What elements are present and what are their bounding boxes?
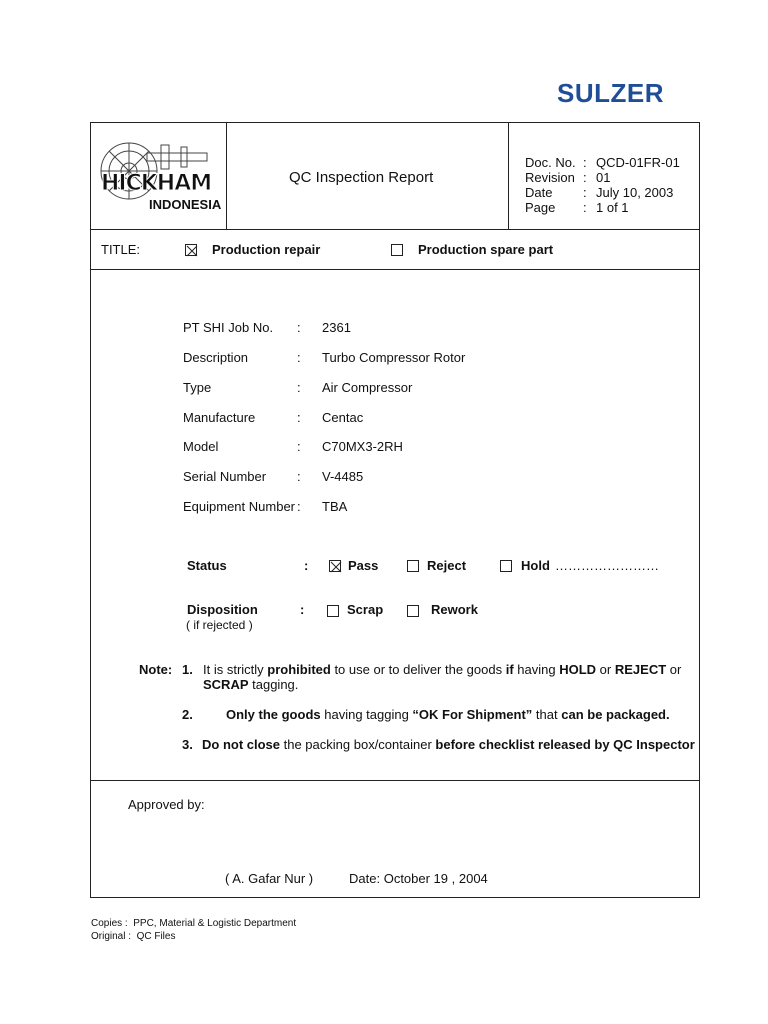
page-label: Page (525, 200, 556, 215)
description-value: Turbo Compressor Rotor (322, 350, 466, 365)
disposition-rework-label: Rework (431, 602, 478, 617)
note-2-text: Only the goods having tagging “OK For Shipment” that can be packaged. (226, 707, 670, 722)
job-no-value: 2361 (322, 320, 351, 335)
separator: : (583, 185, 587, 200)
note-3-text: Do not close the packing box/container before checklist released by QC Inspector (202, 737, 695, 752)
approved-by-label: Approved by: (128, 797, 205, 812)
production-spare-part-checkbox[interactable] (391, 244, 403, 256)
approval-date: Date: October 19 , 2004 (349, 871, 488, 886)
hickham-indonesia-logo (99, 131, 222, 219)
status-hold-label: Hold (521, 558, 550, 573)
note-3-number: 3. (182, 737, 193, 752)
note-2-number: 2. (182, 707, 193, 722)
doc-info-values (596, 155, 680, 215)
production-repair-label: Production repair (212, 242, 321, 257)
logo-text-hickham: HICKHAM (101, 171, 212, 196)
manufacture-value: Centac (322, 410, 364, 425)
page-title: QC Inspection Report (289, 169, 434, 186)
job-no-label: PT SHI Job No. (183, 320, 274, 335)
disposition-rework-checkbox[interactable] (407, 605, 419, 617)
doc-no-label: Doc. No. (525, 155, 576, 170)
separator: : (583, 155, 587, 170)
separator: : (297, 410, 301, 425)
copies-line: Copies : PPC, Material & Logistic Department (91, 918, 297, 929)
divider (226, 123, 227, 229)
doc-info-labels (525, 155, 576, 215)
separator: : (297, 469, 301, 484)
divider (91, 269, 699, 270)
equipment-number-value: TBA (322, 499, 348, 514)
separator: : (583, 170, 587, 185)
serial-number-value: V-4485 (322, 469, 364, 484)
model-value: C70MX3-2RH (322, 439, 403, 454)
separator: : (583, 200, 587, 215)
form-frame (90, 122, 700, 898)
status-reject-checkbox[interactable] (407, 560, 419, 572)
type-label: Type (183, 380, 212, 395)
approver-name: ( A. Gafar Nur ) (225, 871, 314, 886)
serial-number-label: Serial Number (183, 469, 267, 484)
status-pass-checkbox[interactable] (329, 560, 341, 572)
separator: : (297, 380, 301, 395)
check-x-icon (330, 561, 342, 573)
status-pass-label: Pass (348, 558, 379, 573)
separator: : (297, 439, 301, 454)
date-value: July 10, 2003 (596, 185, 674, 200)
separator: : (300, 602, 305, 617)
production-spare-part-label: Production spare part (418, 242, 554, 257)
separator: : (297, 350, 301, 365)
divider (91, 229, 699, 230)
disposition-sublabel: ( if rejected ) (186, 618, 253, 632)
model-label: Model (183, 439, 219, 454)
doc-info-seps (583, 155, 587, 215)
separator: : (297, 320, 301, 335)
disposition-label: Disposition (187, 602, 258, 617)
logo-text-indonesia: INDONESIA (149, 197, 222, 212)
sulzer-brand-logo: SULZER (557, 78, 664, 108)
equipment-number-label: Equipment Number (183, 499, 295, 514)
production-repair-checkbox[interactable] (185, 244, 197, 256)
status-hold-checkbox[interactable] (500, 560, 512, 572)
disposition-scrap-label: Scrap (347, 602, 384, 617)
description-label: Description (183, 350, 249, 365)
status-reject-label: Reject (427, 558, 467, 573)
check-x-icon (186, 245, 198, 257)
note-1-text: It is strictly prohibited to use or to deliver the goods if having HOLD or REJECT or (203, 662, 682, 677)
revision-label: Revision (525, 170, 575, 185)
hold-reason-dots: …………………… (555, 558, 659, 573)
note-1-number: 1. (182, 662, 193, 677)
revision-value: 01 (596, 170, 611, 185)
separator: : (297, 499, 301, 514)
note-1-text-cont: SCRAP tagging. (203, 677, 299, 692)
page-value: 1 of 1 (596, 200, 629, 215)
type-value: Air Compressor (322, 380, 413, 395)
separator: : (304, 558, 309, 573)
note-label: Note: (139, 662, 173, 677)
disposition-scrap-checkbox[interactable] (327, 605, 339, 617)
divider (91, 780, 699, 781)
manufacture-label: Manufacture (183, 410, 256, 425)
original-line: Original : QC Files (91, 931, 176, 942)
title-label: TITLE: (101, 242, 141, 257)
doc-no-value: QCD-01FR-01 (596, 155, 680, 170)
status-label: Status (187, 558, 227, 573)
divider (508, 123, 509, 229)
date-label: Date (525, 185, 553, 200)
